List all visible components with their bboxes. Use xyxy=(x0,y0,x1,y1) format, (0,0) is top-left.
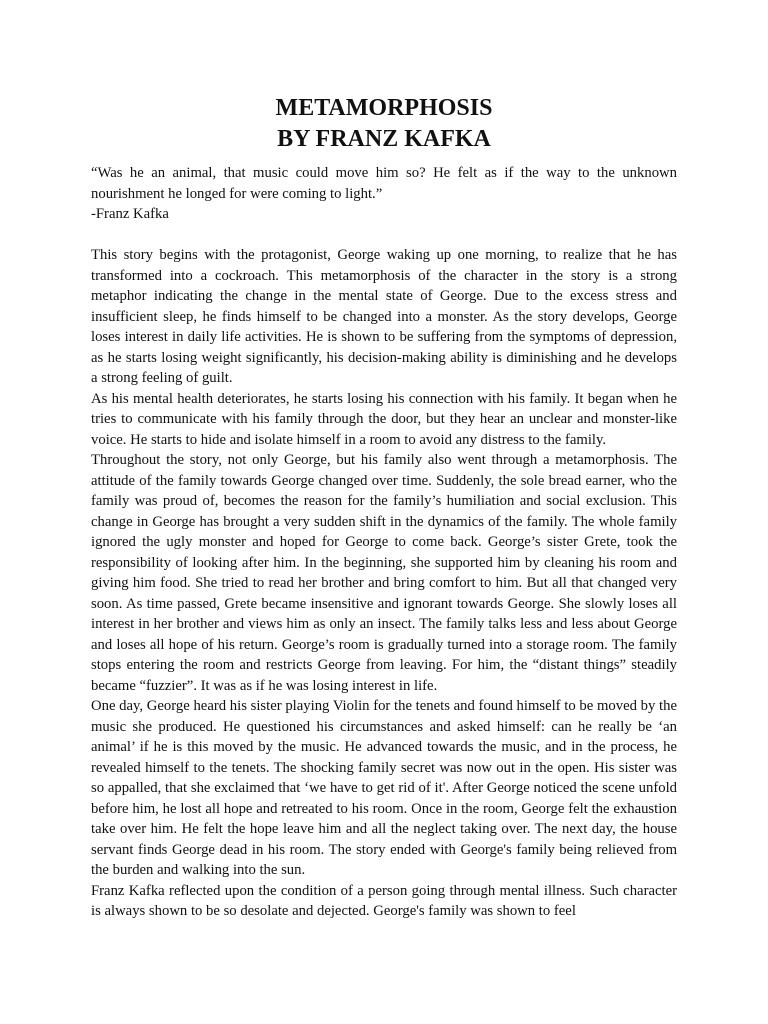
epigraph-quote: “Was he an animal, that music could move him so? He felt as if the way to the unknown nourishment he longed for were coming to light.” xyxy=(91,165,677,202)
paragraph-4: One day, George heard his sister playing Violin for the tenets and found himself to be moved by the music she produced. He questioned his circumstances and asked himself: can he really be ‘an animal’ if he is this moved by the music. He advanced towards the music, and in the process, he revealed himself to the tenets. The shocking family secret was now out in the open. His sister was so appalled, that she exclaimed that ‘we have to get rid of it'. After George noticed the scene unfold before him, he lost all hope and retreated to his room. Once in the room, George felt the exhaustion take over him. He felt the hope leave him and all the neglect taking over. The next day, the house servant finds George dead in his room. The story ended with George's family being relieved from the burden and walking into the sun. xyxy=(91,698,677,878)
title-line-2: BY FRANZ KAFKA xyxy=(277,126,491,152)
essay-body xyxy=(91,245,677,922)
paragraph-5: Franz Kafka reflected upon the condition of a person going through mental illness. Such character is always shown to be so desolate and dejected. George's family was shown to feel xyxy=(91,882,677,919)
epigraph xyxy=(91,163,677,225)
epigraph-attribution: -Franz Kafka xyxy=(91,206,169,222)
paragraph-1: This story begins with the protagonist, George waking up one morning, to realize that he has transformed into a cockroach. This metamorphosis of the character in the story is a strong metaphor indicating the change in the mental state of George. Due to the excess stress and insufficient sleep, he finds himself to be changed into a monster. As the story develops, George loses interest in daily life activities. He is shown to be suffering from the symptoms of depression, as he starts losing weight significantly, his decision-making ability is diminishing and he develops a strong feeling of guilt. xyxy=(91,247,677,386)
paragraph-2: As his mental health deteriorates, he starts losing his connection with his family. It began when he tries to communicate with his family through the door, but they hear an unclear and monster-like voice. He starts to hide and isolate himself in a room to avoid any distress to the family. xyxy=(91,390,677,448)
paragraph-3: Throughout the story, not only George, but his family also went through a metamorphosis. The attitude of the family towards George changed over time. Suddenly, the sole bread earner, who the family was proud of, becomes the reason for the family’s humiliation and social exclusion. This change in George has brought a very sudden shift in the dynamics of the family. The whole family ignored the ugly monster and hoped for George to come back. George’s sister Grete, took the responsibility of looking after him. In the beginning, she supported him by cleaning his room and giving him food. She tried to read her brother and bring comfort to him. But all that changed very soon. As time passed, Grete became insensitive and ignorant towards George. She slowly loses all interest in her brother and views him as only an insect. The family talks less and less about George and loses all hope of his return. George’s room is gradually turned into a storage room. The family stops entering the room and restricts George from leaving. For him, the “distant things” steadily became “fuzzier”. It was as if he was losing interest in life. xyxy=(91,452,677,694)
title-line-1: METAMORPHOSIS xyxy=(275,95,493,121)
document-title xyxy=(91,93,677,155)
spacer xyxy=(91,225,677,246)
document-page xyxy=(91,93,677,922)
